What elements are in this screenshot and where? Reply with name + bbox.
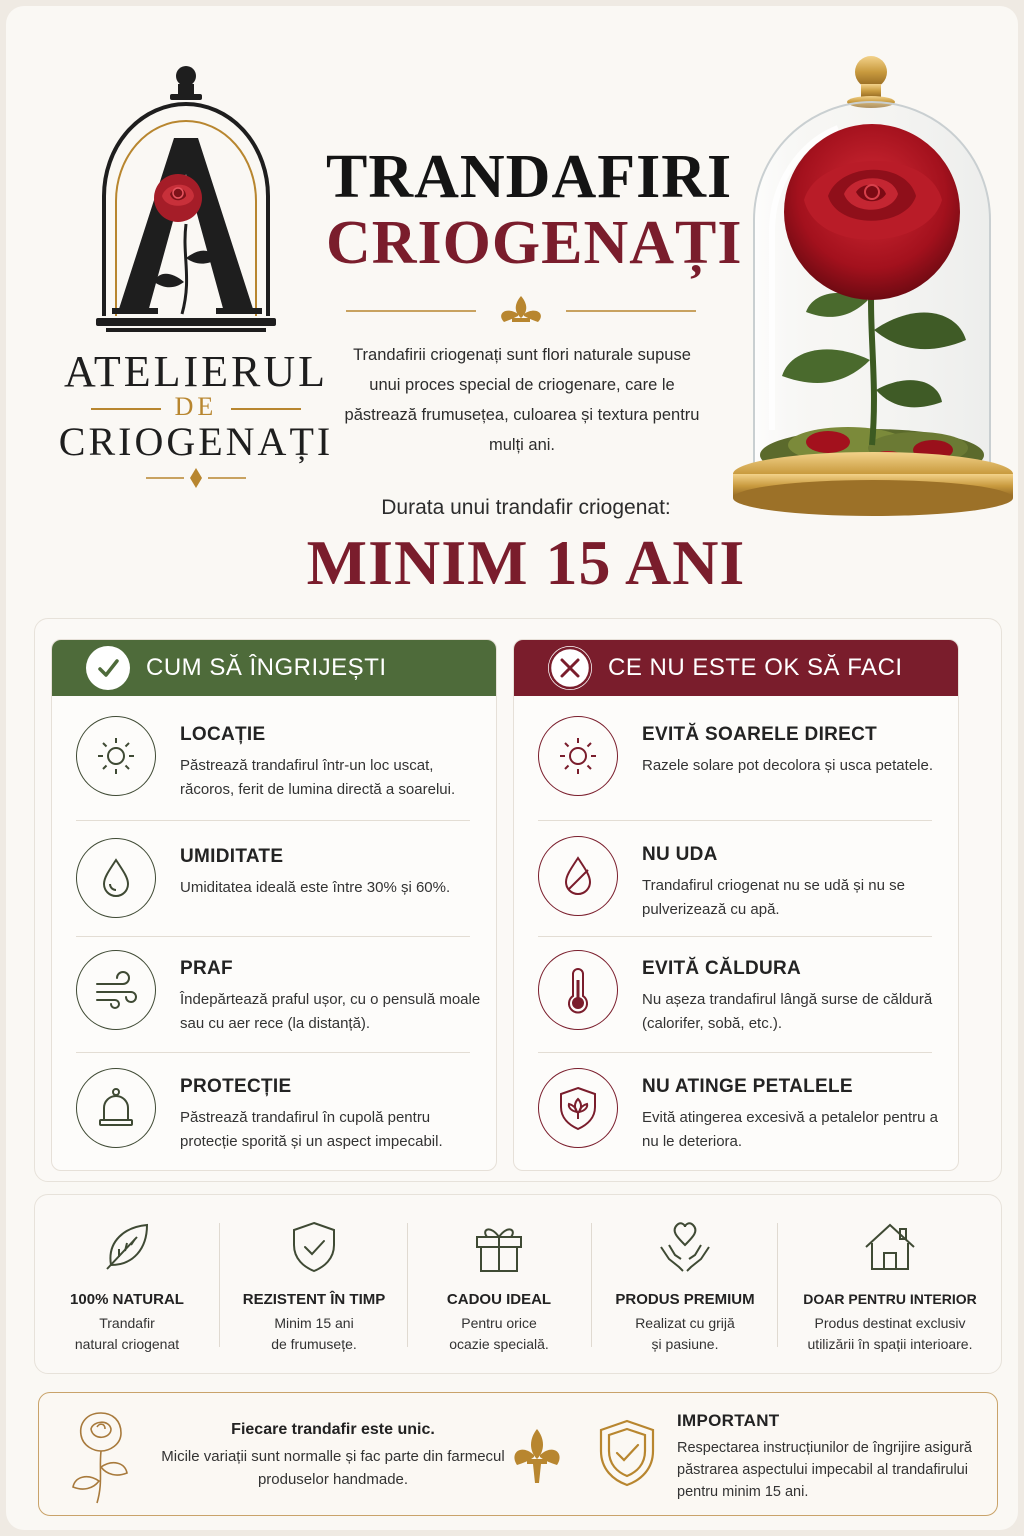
feature-indoor	[779, 1195, 1001, 1375]
donts-title: CE NU ESTE OK SĂ FACI	[608, 654, 903, 681]
care-item-desc: Păstrează trandafirul în cupolă pentru protecție sporită și un aspect impecabil.	[180, 1109, 443, 1150]
feature-desc: Trandafir natural criogenat	[74, 1315, 180, 1352]
page-title-line-2: CRIOGENAȚI	[326, 209, 743, 277]
thermometer-icon	[538, 950, 618, 1030]
donts-item-title: EVITĂ CĂLDURA	[642, 958, 802, 979]
care-item-desc: Păstrează trandafirul într-un loc uscat, răcoros, ferit de lumina directă a soarelui.	[180, 757, 456, 798]
no-water-icon	[538, 836, 618, 916]
feature-title: DOAR PENTRU INTERIOR	[803, 1291, 977, 1307]
donts-item-desc: Nu așeza trandafirul lângă surse de căldură (calorifer, sobă, etc.).	[642, 991, 933, 1032]
fleur-de-lis-divider-icon	[346, 294, 696, 328]
page	[6, 6, 1018, 1530]
care-item-title: PRAF	[180, 958, 233, 979]
care-item-location	[76, 716, 476, 826]
footer-important-title: IMPORTANT	[677, 1411, 780, 1430]
heart-hands-icon	[655, 1217, 715, 1277]
logo-emblem	[46, 46, 346, 346]
care-item-desc: Îndepărtează praful ușor, cu o pensulă moale sau cu aer rece (la distanță).	[180, 991, 481, 1032]
divider	[407, 1223, 408, 1347]
feature-desc: Realizat cu grijă și pasiune.	[635, 1315, 735, 1352]
feature-title: REZISTENT ÎN TIMP	[242, 1291, 386, 1308]
care-title: CUM SĂ ÎNGRIJEȘTI	[146, 654, 387, 681]
shield-check-icon	[595, 1417, 659, 1489]
feature-desc: Pentru orice ocazie specială.	[449, 1315, 549, 1352]
brand-logo	[46, 46, 346, 506]
care-item-desc: Umiditatea ideală este între 30% și 60%.	[180, 879, 451, 896]
sun-icon	[76, 716, 156, 796]
footer-unique-desc: Micile variații sunt normalle și fac parte din farmecul produselor handmade.	[161, 1448, 505, 1488]
divider	[76, 820, 470, 821]
donts-item-title: NU ATINGE PETALELE	[642, 1076, 853, 1097]
logo-line-1: ATELIERUL	[63, 347, 329, 396]
care-item-humidity	[76, 838, 476, 948]
care-section	[34, 618, 1002, 1182]
feature-premium	[593, 1195, 777, 1375]
feature-gift	[409, 1195, 589, 1375]
donts-item-sun	[538, 716, 938, 826]
rose-glass-dome-image	[728, 50, 1018, 520]
care-item-protection	[76, 1068, 476, 1171]
duration-label: Durata unui trandafir criogenat:	[381, 496, 671, 519]
divider	[591, 1223, 592, 1347]
donts-item-no-touch	[538, 1068, 938, 1171]
glass-dome-icon	[76, 1068, 156, 1148]
donts-column	[513, 639, 959, 1171]
fleur-de-lis-icon	[509, 1427, 565, 1487]
divider	[538, 820, 932, 821]
care-item-title: UMIDITATE	[180, 846, 284, 867]
feature-desc: Minim 15 ani de frumusețe.	[271, 1315, 357, 1352]
feature-durable	[221, 1195, 407, 1375]
gift-icon	[469, 1217, 529, 1277]
logo-line-3: CRIOGENAȚI	[58, 419, 334, 464]
feature-title: CADOU IDEAL	[446, 1291, 552, 1308]
shield-flower-icon	[538, 1068, 618, 1148]
divider	[76, 1052, 470, 1053]
house-icon	[860, 1217, 920, 1277]
features-strip	[34, 1194, 1002, 1374]
donts-item-heat	[538, 950, 938, 1060]
sun-icon	[538, 716, 618, 796]
logo-ornament-icon	[146, 466, 246, 490]
donts-item-no-water	[538, 836, 938, 946]
water-drop-icon	[76, 838, 156, 918]
wind-icon	[76, 950, 156, 1030]
care-column	[51, 639, 497, 1171]
donts-item-desc: Razele solare pot decolora și usca petatele.	[642, 757, 934, 774]
page-title-line-1: TRANDAFIRI	[326, 143, 733, 211]
care-item-title: LOCAȚIE	[180, 724, 266, 745]
care-item-title: PROTECȚIE	[180, 1076, 292, 1097]
divider	[538, 936, 932, 937]
feature-desc: Produs destinat exclusiv utilizării în spații interioare.	[807, 1315, 973, 1352]
care-header	[52, 640, 496, 696]
donts-item-desc: Trandafirul criogenat nu se udă și nu se pulverizează cu apă.	[642, 877, 905, 918]
divider	[219, 1223, 220, 1347]
leaf-icon	[97, 1217, 157, 1277]
donts-item-title: EVITĂ SOARELE DIRECT	[642, 724, 878, 745]
duration-value: MINIM 15 ANI	[306, 527, 746, 598]
donts-header	[514, 640, 958, 696]
divider	[538, 1052, 932, 1053]
divider	[76, 936, 470, 937]
checkmark-icon	[86, 646, 130, 690]
feature-natural	[35, 1195, 219, 1375]
shield-check-icon	[284, 1217, 344, 1277]
footer-important-desc: Respectarea instrucțiunilor de îngrijire asigură păstrarea aspectului impecabil al trandafirului pentru minim 15 ani.	[677, 1440, 972, 1500]
footer-unique-title: Fiecare trandafir este unic.	[231, 1421, 435, 1438]
donts-item-desc: Evită atingerea excesivă a petalelor pentru a nu le deteriora.	[642, 1109, 939, 1150]
feature-title: 100% NATURAL	[70, 1291, 184, 1308]
divider	[777, 1223, 778, 1347]
footer-notice	[38, 1392, 998, 1516]
rose-outline-icon	[61, 1403, 141, 1507]
donts-item-title: NU UDA	[642, 844, 718, 865]
intro-text: Trandafirii criogenați sunt flori naturale supuse unui proces special de criogenare, care le păstrează frumusețea, culoarea și textura pentru mulți ani.	[344, 346, 700, 454]
logo-line-2: DE	[46, 392, 346, 422]
cross-icon	[548, 646, 592, 690]
feature-title: PRODUS PREMIUM	[615, 1291, 755, 1308]
care-item-dust	[76, 950, 481, 1060]
